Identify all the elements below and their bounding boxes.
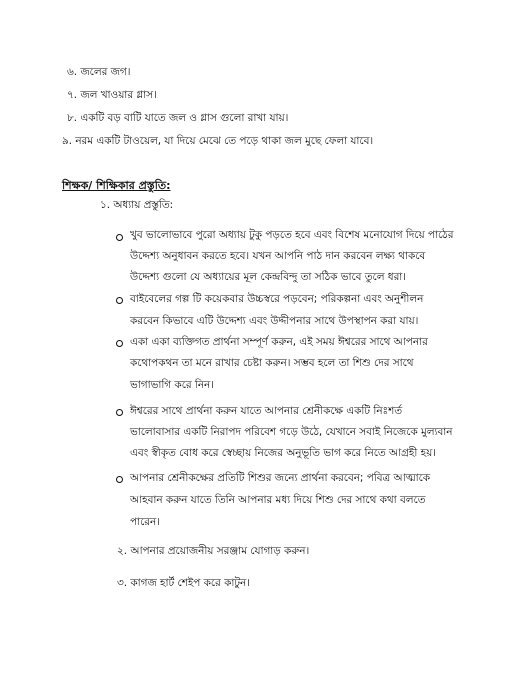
- bullet-icon: [116, 297, 123, 304]
- bullet-icon: [116, 476, 123, 483]
- list-item-bowl: ৮. একটি বড় বাটি যাতে জল ও গ্লাস গুলো রাখা যায়।: [67, 112, 289, 124]
- bullet-icon: [116, 409, 123, 416]
- bullet-line: এবং স্বীকৃত বোধ করে স্বেচ্ছায় নিজের অনুভূতি ভাগ করে নিতে আগ্রহী হয়।: [130, 447, 436, 459]
- list-item-jug: ৬. জলের জগ।: [67, 66, 131, 78]
- bullet-icon: [116, 340, 123, 347]
- bullet-icon: [116, 234, 123, 241]
- step-gather-materials: ২. আপনার প্রয়োজনীয় সরঞ্জাম যোগাড় করুন।: [117, 545, 310, 557]
- step-cut-hearts: ৩. কাগজ হার্ট শেইপ করে কাটুন।: [117, 577, 250, 589]
- bullet-line: একা একা ব্যক্তিগত প্রার্থনা সম্পূর্ণ করুন, এই সময় ঈশ্বরের সাথে আপনার: [130, 336, 428, 348]
- bullet-line: ভালোবাসার একটি নিরাপদ পরিবেশ গড়ে উঠে, যেখানে সবাই নিজেকে মুল্যবান: [130, 426, 453, 438]
- list-item-glass: ৭. জল খাওয়ার গ্লাস।: [67, 89, 157, 101]
- bullet-line: বাইবেলের গল্প টি কয়েকবার উচ্চস্বরে পড়বেন; পরিকল্পনা এবং অনুশীলন: [130, 293, 424, 305]
- bullet-line: করবেন কিভাবে এটি উদ্দেশ্য এবং উদ্দীপনার সাথে উপস্থাপন করা যায়।: [130, 315, 419, 327]
- bullet-line: উদ্দেশ্য গুলো যে অধ্যায়ের মূল কেন্দ্রবিন্দু তা সঠিক ভাবে তুলে ধরা।: [130, 271, 407, 283]
- bullet-line: ঈশ্বরের সাথে প্রার্থনা করুন যাতে আপনার শ্রেনীকক্ষে একটি নিঃশর্ত: [130, 405, 403, 417]
- bullet-line: কথোপকথন তা মনে রাখার চেষ্টা করুন। সম্ভব হলে তা শিশু দের সাথে: [130, 357, 414, 369]
- bullet-line: আহবান করুন যাতে তিনি আপনার মধ্য দিয়ে শিশু দের সাথে কথা বলতে: [130, 494, 426, 506]
- bullet-line: উদ্দেশ্য অনুধাবন করতে হবে। যখন আপনি পাঠ দান করবেন লক্ষ্য থাকবে: [130, 250, 426, 262]
- bullet-line: পারেন।: [130, 516, 160, 528]
- step-chapter-prep: ১. অধ্যায় প্রস্তুতি:: [100, 199, 174, 211]
- bullet-line: ভাগাভাগি করে নিন।: [130, 379, 214, 391]
- list-item-towel: ৯. নরম একটি টাওয়েল, যা দিয়ে মেঝে তে পড়ে থাকা জল মুছে ফেলা যাবে।: [62, 135, 374, 147]
- bullet-line: খুব ভালোভাবে পুরো অধ্যায় টুকু পড়তে হবে এবং বিশেষ মনোযোগ দিয়ে পাঠের: [130, 229, 454, 241]
- section-heading: শিক্ষক/ শিক্ষিকার প্রস্তুতি:: [62, 179, 171, 192]
- bullet-line: আপনার শ্রেনীকক্ষের প্রতিটি শিশুর জন্যে প্রার্থনা করবেন; পবিত্র আত্মাকে: [130, 472, 431, 484]
